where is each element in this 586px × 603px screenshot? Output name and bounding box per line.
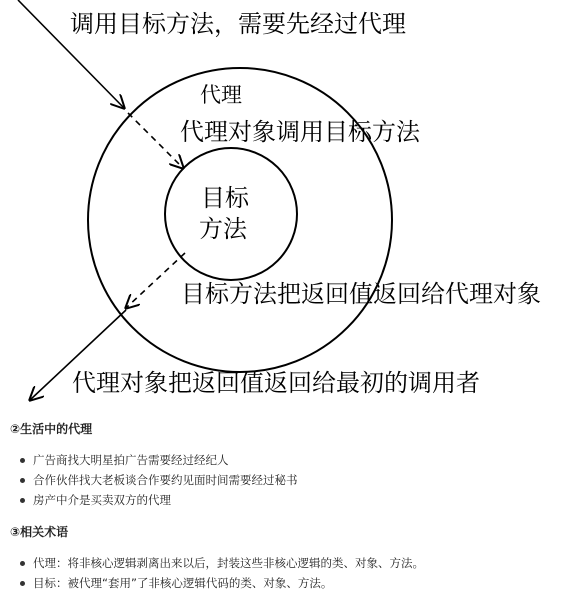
terms-section [10, 524, 580, 593]
target-return-arrow [126, 253, 185, 308]
bullet-icon [20, 561, 25, 566]
target-label-line2: 方法 [199, 215, 247, 243]
list-item [10, 450, 580, 470]
target-return-text: 目标方法把返回值返回给代理对象 [181, 280, 541, 308]
caller-text: 调用目标方法，需要先经过代理 [70, 10, 406, 38]
life-proxy-section [10, 421, 580, 510]
terms-heading: ③相关术语 [10, 525, 69, 539]
list-item-text: 合作伙伴找大老板谈合作要约见面时间需要经过秘书 [33, 473, 298, 487]
target-label-line1: 目标 [201, 184, 249, 212]
life-proxy-heading: ②生活中的代理 [10, 422, 93, 436]
list-item [10, 573, 580, 593]
list-item-text: 广告商找大明星拍广告需要经过经纪人 [33, 453, 229, 467]
proxy-label: 代理 [200, 83, 242, 107]
list-item-text: 目标：被代理“套用”了非核心逻辑代码的类、对象、方法。 [33, 576, 333, 590]
life-proxy-list [10, 450, 580, 510]
list-item-text: 代理：将非核心逻辑剥离出来以后，封装这些非核心逻辑的类、对象、方法。 [33, 556, 424, 570]
proxy-call-text: 代理对象调用目标方法 [180, 118, 420, 146]
bullet-icon [20, 478, 25, 483]
proxy-return-text: 代理对象把返回值返回给最初的调用者 [72, 369, 480, 397]
bullet-icon [20, 581, 25, 586]
target-circle [165, 148, 297, 280]
proxy-call-arrow [128, 113, 183, 168]
bullet-icon [20, 458, 25, 463]
bullet-icon [20, 498, 25, 503]
list-item-text: 房产中介是买卖双方的代理 [33, 493, 171, 507]
list-item [10, 490, 580, 510]
terms-list [10, 553, 580, 593]
list-item [10, 470, 580, 490]
list-item [10, 553, 580, 573]
